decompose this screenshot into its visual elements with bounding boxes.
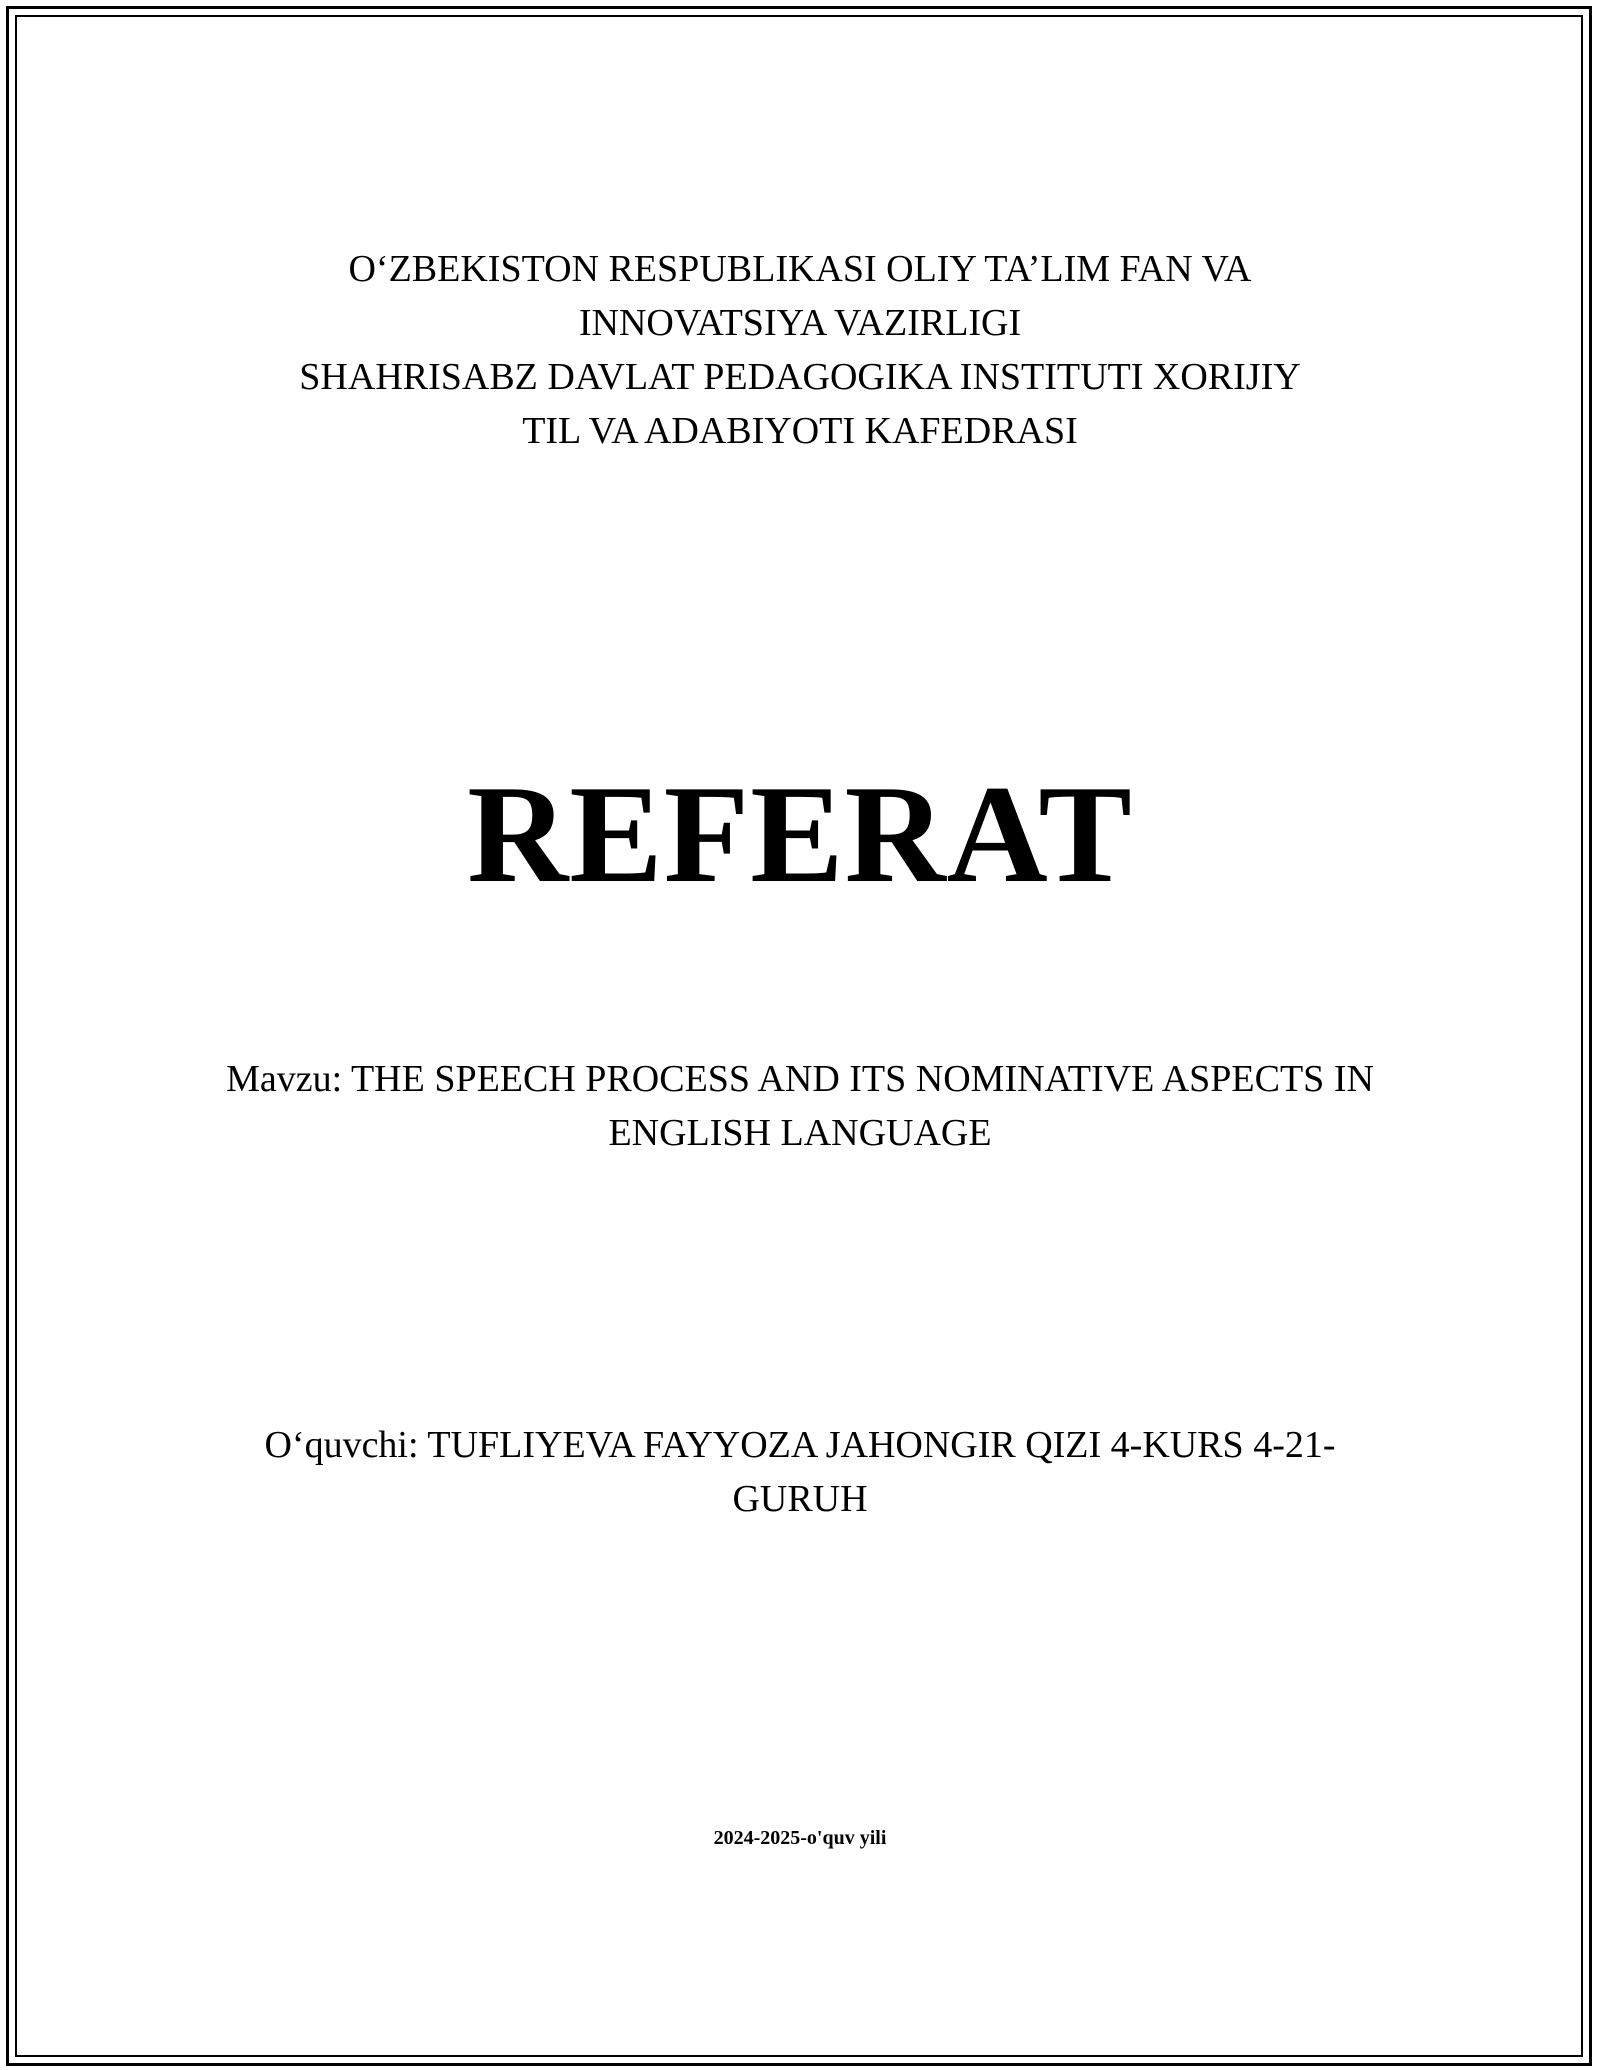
student-info (200, 1418, 1400, 1526)
header-line: O‘ZBEKISTON RESPUBLIKASI OLIY TA’LIM FAN VA (348, 248, 1252, 290)
document-title: REFERAT (467, 757, 1133, 912)
topic-line: ENGLISH LANGUAGE (608, 1112, 992, 1154)
header-line: SHAHRISABZ DAVLAT PEDAGOGIKA INSTITUTI XORIJIY (299, 356, 1301, 398)
student-line: GURUH (732, 1478, 868, 1520)
topic (200, 1052, 1400, 1160)
header-line: INNOVATSIYA VAZIRLIGI (578, 302, 1022, 344)
academic-year: 2024-2025-o'quv yili (713, 1827, 887, 1849)
institution-header (200, 242, 1400, 458)
student-line: O‘quvchi: TUFLIYEVA FAYYOZA JAHONGIR QIZI 4-KURS 4-21- (264, 1424, 1336, 1466)
topic-line: Mavzu: THE SPEECH PROCESS AND ITS NOMINATIVE ASPECTS IN (226, 1058, 1374, 1100)
header-line: TIL VA ADABIYOTI KAFEDRASI (522, 410, 1078, 452)
